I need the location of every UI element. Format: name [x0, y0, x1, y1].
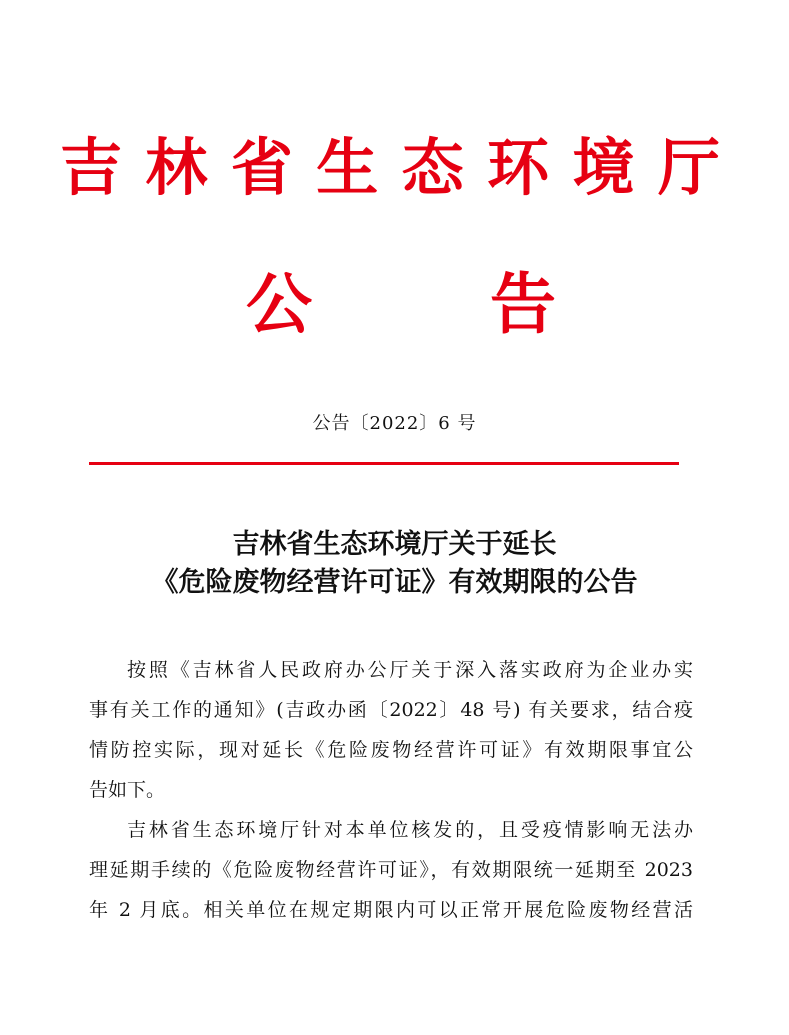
body-line: 情防控实际，现对延长《危险废物经营许可证》有效期限事宜公 [89, 739, 693, 761]
notice-title-char: 公 [246, 265, 312, 343]
document-body [89, 650, 693, 930]
org-title-char: 环 [487, 131, 550, 204]
org-title-char: 境 [572, 131, 635, 204]
headline-line-2: 《危险废物经营许可证》有效期限的公告 [151, 567, 638, 598]
org-title-char: 厅 [657, 131, 720, 204]
body-line: 事有关工作的通知》(吉政办函〔2022〕48 号) 有关要求，结合疫 [89, 699, 693, 721]
org-title-char: 省 [230, 131, 293, 204]
body-line: 年 2 月底。相关单位在规定期限内可以正常开展危险废物经营活 [89, 899, 693, 921]
notice-type-title [246, 264, 556, 344]
body-line: 按照《吉林省人民政府办公厅关于深入落实政府为企业办实 [127, 659, 693, 681]
notice-title-char: 告 [490, 265, 556, 343]
document-headline [0, 526, 789, 602]
org-title-char: 林 [145, 131, 208, 204]
body-line: 理延期手续的《危险废物经营许可证》，有效期限统一延期至 2023 [89, 859, 693, 881]
org-title-char: 态 [401, 131, 464, 204]
body-line: 告如下。 [89, 779, 166, 801]
org-title-char: 吉 [60, 131, 123, 204]
org-title-char: 生 [316, 131, 379, 204]
red-divider-line [89, 462, 679, 465]
document-number: 公告〔2022〕6 号 [312, 413, 477, 434]
issuing-authority-title [60, 128, 720, 208]
headline-line-1: 吉林省生态环境厅关于延长 [232, 529, 557, 560]
body-line: 吉林省生态环境厅针对本单位核发的，且受疫情影响无法办 [127, 819, 693, 841]
